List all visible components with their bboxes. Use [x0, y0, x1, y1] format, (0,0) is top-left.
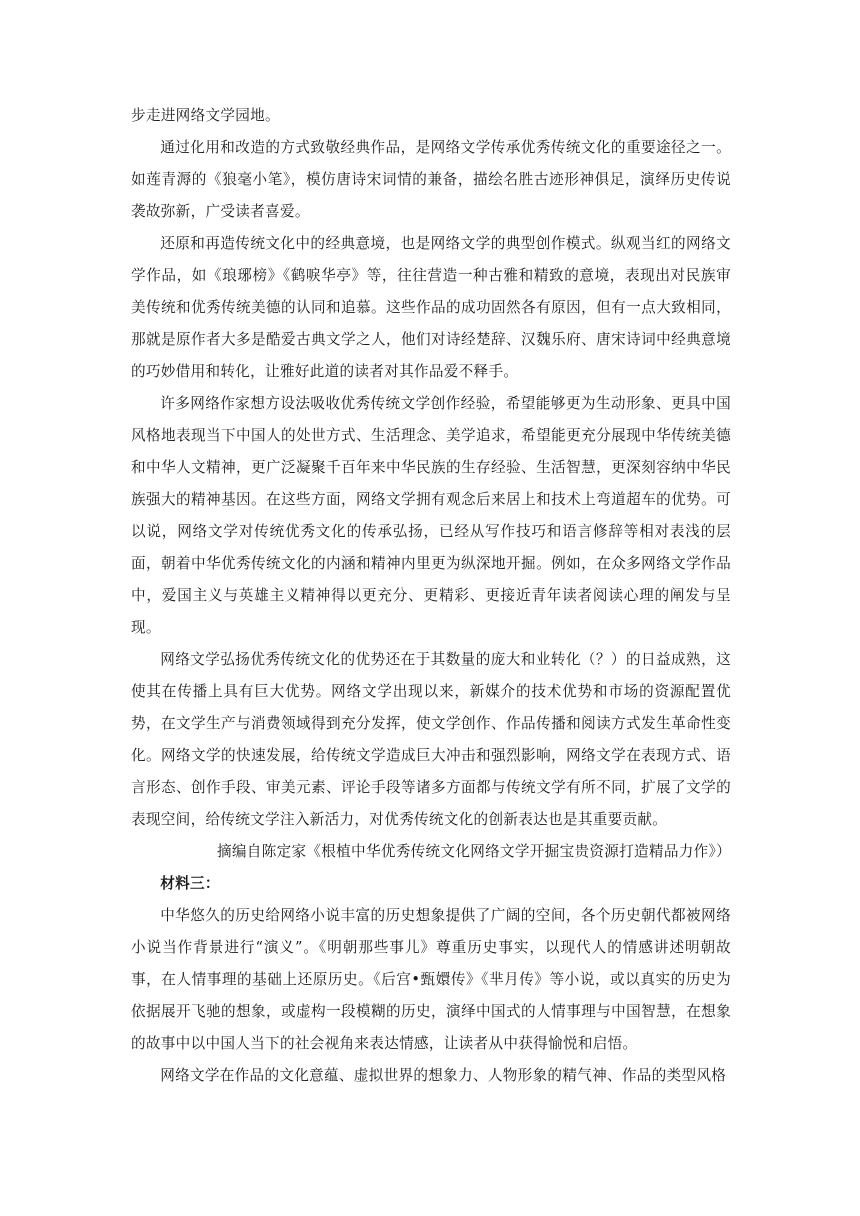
document-body	[131, 100, 731, 1092]
paragraph-cultural-connotation: 网络文学在作品的文化意蕴、虚拟世界的想象力、人物形象的精气神、作品的类型风格	[160, 1067, 727, 1084]
paragraph-writers-absorb: 许多网络作家想方设法吸收优秀传统文学创作经验，希望能够更为生动形象、更具中国风格地表现当下中国人的处世方式、生活理念、美学追求，希望能更充分展现中华传统美德和中华人文精神，更广泛凝聚千百年来中华民族的生存经验、生活智慧，更深刻容纳中华民族强大的精神基因。在这些方面，网络文学拥有观念后来居上和技术上弯道超车的优势。可以说，网络文学对传统优秀文化的传承弘扬，已经从写作技巧和语言修辞等相对表浅的层面，朝着中华优秀传统文化的内涵和精神内里更为纵深地开掘。例如，在众多网络文学作品中，爱国主义与英雄主义精神得以更充分、更精彩、更接近青年读者阅读心理的阐发与呈现。	[131, 395, 731, 636]
paragraph-history-imagination: 中华悠久的历史给网络小说丰富的历史想象提供了广阔的空间，各个历史朝代都被网络小说当作背景进行“演义”。《明朝那些事儿》尊重历史事实，以现代人的情感讲述明朝故事，在人情事理的基础上还原历史。《后宫•甄嬛传》《芈月传》等小说，或以真实的历史为依据展开飞驰的想象，或虚构一段模糊的历史，演绎中国式的人情事理与中国智慧，在想象的故事中以中国人当下的社会视角来表达情感，让读者从中获得愉悦和启悟。	[131, 907, 731, 1052]
paragraph-continuation: 步走进网络文学园地。	[131, 107, 280, 124]
section-heading-material-three: 材料三：	[160, 875, 220, 892]
source-citation: 摘编自陈定家《根植中华优秀传统文化网络文学开掘宝贵资源打造精品力作》）	[217, 843, 731, 860]
paragraph-scale-advantage: 网络文学弘扬优秀传统文化的优势还在于其数量的庞大和业转化（？）的日益成熟，这使其在传播上具有巨大优势。网络文学出现以来，新媒介的技术优势和市场的资源配置优势，在文学生产与消费领域得到充分发挥，使文学创作、作品传播和阅读方式发生革命性变化。网络文学的快速发展，给传统文学造成巨大冲击和强烈影响，网络文学在表现方式、语言形态、创作手段、审美元素、评论手段等诸多方面都与传统文学有所不同，扩展了文学的表现空间，给传统文学注入新活力，对优秀传统文化的创新表达也是其重要贡献。	[131, 651, 731, 828]
paragraph-classic-imagery: 还原和再造传统文化中的经典意境，也是网络文学的典型创作模式。纵观当红的网络文学作品，如《琅琊榜》《鹤唳华亭》等，往往营造一种古雅和精致的意境，表现出对民族审美传统和优秀传统美德的认同和追慕。这些作品的成功固然各有原因，但有一点大致相同，那就是原作者大多是酷爱古典文学之人，他们对诗经楚辞、汉魏乐府、唐宋诗词中经典意境的巧妙借用和转化，让雅好此道的读者对其作品爱不释手。	[131, 235, 731, 380]
paragraph-classic-adaptation: 通过化用和改造的方式致敬经典作品，是网络文学传承优秀传统文化的重要途径之一。如莲青溽的《狼毫小笔》，模仿唐诗宋词情的兼备，描绘名胜古迹形神俱足，演绎历史传说袭故弥新，广受读者喜爱。	[131, 139, 731, 220]
